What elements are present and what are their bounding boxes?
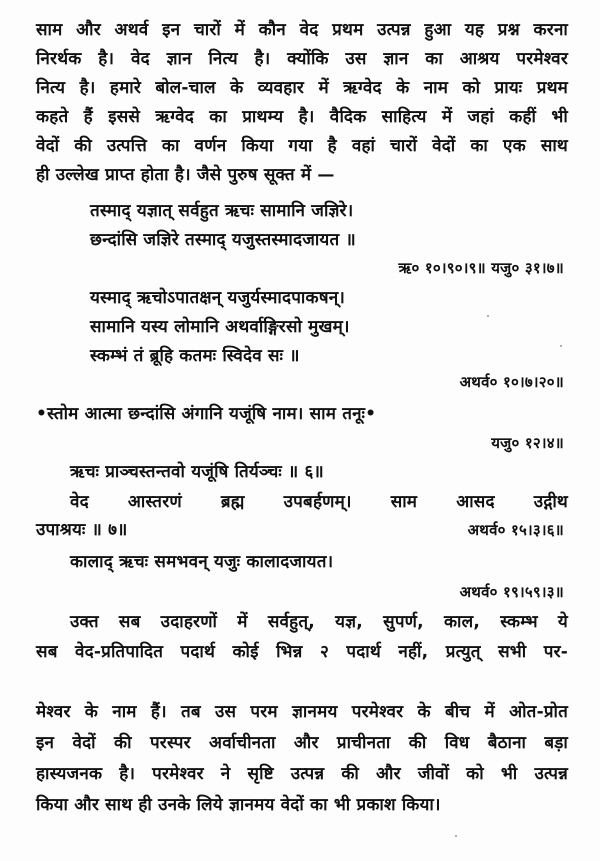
verse-skambha-line-2: सामानि यस्य लोमानि अथर्वाङ्गिरसो मुखम्। xyxy=(90,317,350,337)
closing-line-4: इन वेदों की परस्पर अर्वाचीनता और प्राचीनता की विध बैठाना बड़ा xyxy=(36,733,568,753)
verse-purusha-line-1: तस्माद् यज्ञात् सर्वहुत ऋचः सामानि जज्ञिरे। xyxy=(90,201,354,221)
intro-line-4: कहते हैं इससे ऋग्वेद का प्राथम्य है। वैदिक साहित्य में जहां कहीं भी xyxy=(36,107,568,127)
verse-reference: ऋ० १०।९०।९॥ यजु० ३१।७॥ xyxy=(398,259,564,277)
closing-line-5: हास्यजनक है। परमेश्वर ने सृष्टि उत्पन्न की और जीवों को भी उत्पन्न xyxy=(36,764,568,784)
intro-line-6: ही उल्लेख प्राप्त होता है। जैसे पुरुष सूक्त में — xyxy=(36,165,335,185)
closing-line-6: किया और साथ ही उनके लिये ज्ञानमय वेदों का भी प्रकाश किया। xyxy=(36,795,441,815)
verse-skambha-line-3: स्कम्भं तं ब्रूहि कतमः स्विदेव सः ॥ xyxy=(90,346,300,366)
scan-speck xyxy=(560,345,562,347)
intro-line-2: निरर्थक है। वेद ज्ञान नित्य है। क्योंकि उस ज्ञान का आश्रय परमेश्वर xyxy=(36,49,568,69)
closing-line-1: उक्त सब उदाहरणों में सर्वहुत्, यज्ञ, सुपर्ण, काल, स्कम्भ ये xyxy=(70,612,568,632)
closing-line-2: सब वेद-प्रतिपादित पदार्थ कोई भिन्न २ पदार्थ नहीं, प्रत्युत् सभी पर- xyxy=(36,642,568,662)
verse-reference: यजु० १२।४॥ xyxy=(491,434,564,452)
verse-reference: अथर्व० १९।५९।३॥ xyxy=(459,583,564,601)
verse-stoma: •स्तोम आत्मा छन्दांसि अंगानि यजूंषि नाम। साम तनूः• xyxy=(36,404,377,424)
verse-purusha-line-2: छन्दांसि जज्ञिरे तस्माद् यजुस्तस्मादजायत ॥ xyxy=(90,230,356,250)
intro-line-5: वेदों की उत्पत्ति का वर्णन किया गया है वहां चारों वेदों का एक साथ xyxy=(36,136,568,156)
verse-richah: ऋचः प्राञ्चस्तन्तवो यजूंषि तिर्यञ्चः ॥ ६॥ xyxy=(70,462,324,482)
verse-skambha-line-1: यस्माद् ऋचोऽपातक्षन् यजुर्यस्मादपाकषन्। xyxy=(90,288,346,308)
verse-veda-astaranam-line-2: उपाश्रयः ॥ ७॥ xyxy=(36,520,128,540)
verse-reference: अथर्व० १५।३।६॥ xyxy=(467,521,564,539)
intro-line-1: साम और अथर्व इन चारों में कौन वेद प्रथम उत्पन्न हुआ यह प्रश्न करना xyxy=(36,20,568,40)
scan-speck xyxy=(455,835,457,837)
verse-veda-astaranam-line-1: वेद आस्तरणं ब्रह्म उपबर्हणम्। साम आसद उद्गीथ xyxy=(70,492,568,512)
verse-reference: अथर्व० १०।७।२०॥ xyxy=(459,373,564,391)
scan-speck xyxy=(487,315,489,317)
verse-kalad: कालाद् ऋचः समभवन् यजुः कालादजायत। xyxy=(70,552,334,572)
closing-line-3: मेश्वर के नाम हैं। तब उस परम ज्ञानमय परमेश्वर के बीच में ओत-प्रोत xyxy=(36,702,568,722)
intro-line-3: नित्य है। हमारे बोल-चाल के व्यवहार में ऋग्वेद के नाम को प्रायः प्रथम xyxy=(36,78,568,98)
